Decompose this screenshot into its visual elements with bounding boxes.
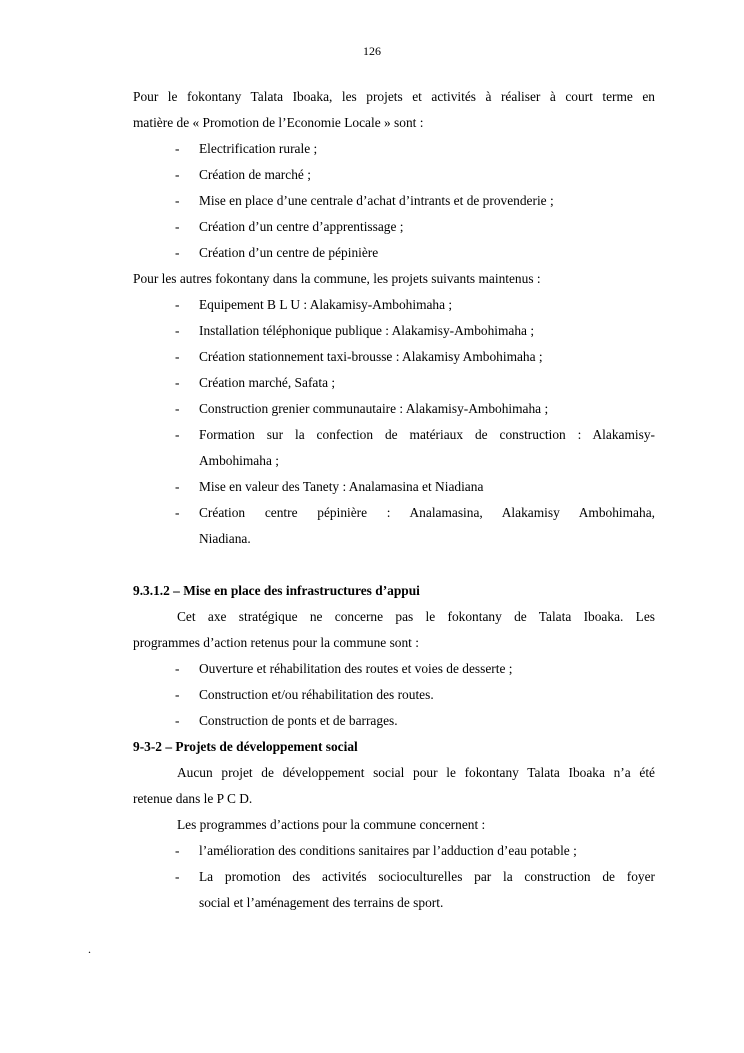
list-item: - Ouverture et réhabilitation des routes et voies de desserte ; <box>133 656 655 682</box>
pepiniere-line-1: Création centre pépinière : Analamasina, Alakamisy Ambohimaha, <box>199 505 655 520</box>
list-item: - Création de marché ; <box>133 162 655 188</box>
list-item: - Mise en place d’une centrale d’achat d’intrants et de provenderie ; <box>133 188 655 214</box>
formation-line-2: Ambohimaha ; <box>199 453 279 468</box>
bullet-dash: - <box>175 479 180 494</box>
page-number: 126 <box>363 44 381 58</box>
other-fokontany-intro: Pour les autres fokontany dans la commune, les projets suivants maintenus : <box>133 271 541 286</box>
infra-line-1: Cet axe stratégique ne concerne pas le fokontany de Talata Iboaka. Les <box>177 609 655 624</box>
bullet-dash: - <box>175 219 180 234</box>
footer-mark: . <box>88 942 91 956</box>
local-economy-list <box>133 136 655 266</box>
bullet-dash: - <box>175 375 180 390</box>
list-item: - Construction et/ou réhabilitation des routes. <box>133 682 655 708</box>
bullet-dash: - <box>175 141 180 156</box>
list-item: - Création d’un centre d’apprentissage ; <box>133 214 655 240</box>
list-item: - Création stationnement taxi-brousse : Alakamisy Ambohimaha ; <box>133 344 655 370</box>
bullet-dash: - <box>175 323 180 338</box>
list-item: - Mise en valeur des Tanety : Analamasina et Niadiana <box>133 474 655 500</box>
list-item: - Equipement B L U : Alakamisy-Ambohimaha ; <box>133 292 655 318</box>
bullet-dash: - <box>175 661 180 676</box>
list-item <box>133 422 655 474</box>
list-item: - Construction grenier communautaire : Alakamisy-Ambohimaha ; <box>133 396 655 422</box>
social-programs-intro: Les programmes d’actions pour la commune concernent : <box>177 817 486 832</box>
infrastructure-list <box>133 656 655 734</box>
social-line-1: Aucun projet de développement social pour le fokontany Talata Iboaka n’a été <box>177 765 655 780</box>
document-body <box>133 84 655 916</box>
infra-line-2: programmes d’action retenus pour la commune sont : <box>133 635 419 650</box>
list-item: - Création marché, Safata ; <box>133 370 655 396</box>
intro-line-1: Pour le fokontany Talata Iboaka, les projets et activités à réaliser à court terme en <box>133 89 655 104</box>
intro-line-2: matière de « Promotion de l’Economie Locale » sont : <box>133 115 424 130</box>
bullet-dash: - <box>175 713 180 728</box>
bullet-dash: - <box>175 687 180 702</box>
bullet-dash: - <box>175 245 180 260</box>
list-item: - Création d’un centre de pépinière <box>133 240 655 266</box>
social-line-2: retenue dans le P C D. <box>133 791 253 806</box>
list-item: - l’amélioration des conditions sanitaires par l’adduction d’eau potable ; <box>133 838 655 864</box>
other-fokontany-list <box>133 292 655 552</box>
bullet-dash: - <box>175 401 180 416</box>
social-item2-line-1: La promotion des activités socioculturelles par la construction de foyer <box>199 869 655 884</box>
list-item: - Installation téléphonique publique : Alakamisy-Ambohimaha ; <box>133 318 655 344</box>
list-item <box>133 864 655 916</box>
list-item <box>133 500 655 552</box>
bullet-dash: - <box>175 869 180 884</box>
section-heading-social: 9-3-2 – Projets de développement social <box>133 739 358 754</box>
bullet-dash: - <box>175 427 180 442</box>
pepiniere-line-2: Niadiana. <box>199 531 251 546</box>
social-list <box>133 838 655 916</box>
bullet-dash: - <box>175 505 180 520</box>
bullet-dash: - <box>175 843 180 858</box>
list-item: - Electrification rurale ; <box>133 136 655 162</box>
section-heading-infrastructure: 9.3.1.2 – Mise en place des infrastructures d’appui <box>133 583 420 598</box>
formation-line-1: Formation sur la confection de matériaux de construction : Alakamisy- <box>199 427 655 442</box>
bullet-dash: - <box>175 349 180 364</box>
social-item2-line-2: social et l’aménagement des terrains de sport. <box>199 895 444 910</box>
bullet-dash: - <box>175 297 180 312</box>
bullet-dash: - <box>175 167 180 182</box>
bullet-dash: - <box>175 193 180 208</box>
list-item: - Construction de ponts et de barrages. <box>133 708 655 734</box>
